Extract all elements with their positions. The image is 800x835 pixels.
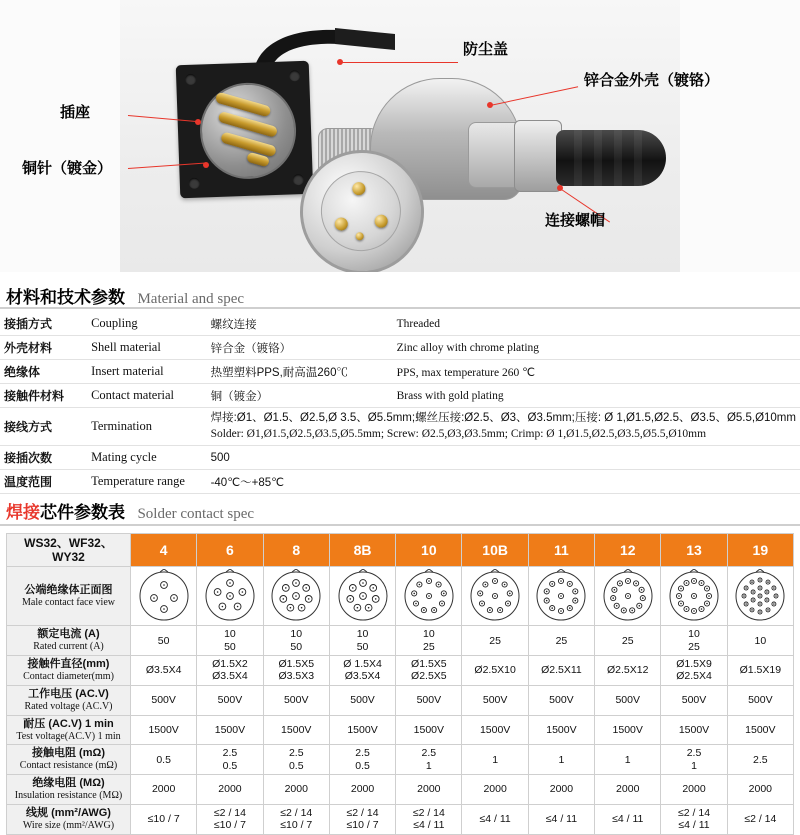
cell-value: 2000 — [528, 775, 594, 805]
cell-value: 10 25 — [661, 626, 727, 656]
table-row-rated-current — [7, 626, 794, 656]
cell-value: 2.5 0.5 — [263, 745, 329, 775]
cell-value: 1 — [595, 745, 661, 775]
cell-value: 25 — [528, 626, 594, 656]
spec-label-en: Coupling — [87, 312, 207, 336]
contact-face-icon — [402, 569, 456, 623]
table-row — [0, 446, 800, 470]
cell-value: 1 — [462, 745, 528, 775]
row-label-cn: 线规 (mm²/AWG) — [26, 806, 111, 819]
table-row-wire-size — [7, 804, 794, 834]
face-view-cell — [197, 567, 263, 626]
table-corner-label: WS32、WF32、WY32 — [7, 534, 131, 567]
cell-value: 25 — [462, 626, 528, 656]
table-row-contact-resistance — [7, 745, 794, 775]
table-row-face-view — [7, 567, 794, 626]
callout-socket: 插座 — [60, 104, 91, 121]
callout-zinc-shell: 锌合金外壳（镀铬） — [584, 72, 720, 89]
spec-value-en: PPS, max temperature 260 ℃ — [393, 360, 800, 384]
col-header-10: 10 — [396, 534, 462, 567]
cell-value: Ø 1.5X4 Ø3.5X4 — [329, 656, 395, 686]
table-row — [0, 336, 800, 360]
face-view-cell — [727, 567, 793, 626]
face-view-cell — [528, 567, 594, 626]
table-row-test-voltage — [7, 715, 794, 745]
table-row — [0, 470, 800, 494]
contact-face-icon — [468, 569, 522, 623]
row-label-rated-voltage — [7, 685, 131, 715]
cell-value: Ø2.5X10 — [462, 656, 528, 686]
contact-pin — [355, 232, 364, 241]
face-view-cell — [595, 567, 661, 626]
spec-label-cn: 接插方式 — [0, 312, 87, 336]
face-view-cell — [396, 567, 462, 626]
cell-value: 2000 — [263, 775, 329, 805]
cell-value: 1500V — [396, 715, 462, 745]
cell-value: Ø1.5X5 Ø3.5X3 — [263, 656, 329, 686]
solder-contact-table — [6, 533, 794, 835]
cell-value: 2000 — [661, 775, 727, 805]
col-header-19: 19 — [727, 534, 793, 567]
cell-value: 500V — [661, 685, 727, 715]
col-header-4: 4 — [131, 534, 197, 567]
row-label-en: Insulation resistance (MΩ) — [14, 790, 123, 802]
cell-value: 500V — [528, 685, 594, 715]
spec-section-title — [6, 283, 244, 308]
contact-face-icon — [534, 569, 588, 623]
cell-value: 0.5 — [131, 745, 197, 775]
spec-title-cn: 材料和技术参数 — [6, 288, 125, 307]
cell-value: 50 — [131, 626, 197, 656]
spec-value-termination — [207, 408, 800, 446]
spec-value-en: Brass with gold plating — [393, 384, 800, 408]
spec-value-cn: 锌合金（镀铬） — [207, 336, 393, 360]
contact-pin — [374, 214, 388, 228]
cell-value: 1500V — [329, 715, 395, 745]
cell-value: 2.5 — [727, 745, 793, 775]
cell-value: 10 25 — [396, 626, 462, 656]
callout-coupling-nut: 连接螺帽 — [545, 212, 606, 229]
row-label-cn: 接触件直径(mm) — [27, 658, 110, 671]
cell-value: Ø1.5X9 Ø2.5X4 — [661, 656, 727, 686]
cell-value: 1500V — [462, 715, 528, 745]
cell-value: ≤2 / 14 ≤10 / 7 — [263, 804, 329, 834]
spec-label-cn: 外壳材料 — [0, 336, 87, 360]
row-label-en: Rated voltage (AC.V) — [24, 700, 113, 712]
mounting-hole — [185, 74, 196, 85]
cell-value: 2000 — [727, 775, 793, 805]
col-header-8: 8 — [263, 534, 329, 567]
spec-value-cn: 铜（镀金） — [207, 384, 393, 408]
spec-label-en: Termination — [87, 408, 207, 446]
face-view-cell — [329, 567, 395, 626]
table-row — [0, 384, 800, 408]
callout-dot — [487, 102, 493, 108]
row-label-contact-resistance — [7, 745, 131, 775]
cell-value: 2.5 0.5 — [329, 745, 395, 775]
col-header-6: 6 — [197, 534, 263, 567]
row-label-en: Test voltage(AC.V) 1 min — [16, 730, 121, 742]
cell-value: 2000 — [595, 775, 661, 805]
cell-value: 500V — [396, 685, 462, 715]
row-label-rated-current — [7, 626, 131, 656]
cell-value: ≤10 / 7 — [131, 804, 197, 834]
spec-title-en: Material and spec — [137, 291, 245, 307]
cell-value: 2000 — [462, 775, 528, 805]
table-row — [0, 312, 800, 336]
row-label-en: Wire size (mm²/AWG) — [22, 819, 115, 831]
cell-value: Ø1.5X5 Ø2.5X5 — [396, 656, 462, 686]
row-label-cn: 额定电流 (A) — [37, 628, 100, 641]
spec-value-cn: 热塑塑料PPS,耐高温260℃ — [207, 360, 393, 384]
callout-dot — [557, 185, 563, 191]
table-row — [0, 360, 800, 384]
rubber-boot — [556, 130, 666, 186]
callout-dot — [203, 162, 209, 168]
cell-value: ≤4 / 11 — [462, 804, 528, 834]
spec-label-cn: 接线方式 — [0, 408, 87, 446]
table-row-contact-diameter — [7, 656, 794, 686]
callout-dot — [337, 59, 343, 65]
termination-en: Solder: Ø1,Ø1.5,Ø2.5,Ø3.5,Ø5.5mm; Screw: Ø2.5,Ø3,Ø3.5mm; Crimp: Ø 1,Ø1.5,Ø2.5,Ø3.5,Ø5.5,Ø10mm — [210, 427, 707, 440]
cell-value: 500V — [197, 685, 263, 715]
spec-label-en: Contact material — [87, 384, 207, 408]
cell-value: ≤4 / 11 — [595, 804, 661, 834]
cell-value: 10 — [727, 626, 793, 656]
mounting-hole — [189, 178, 200, 189]
spec-table — [0, 312, 800, 494]
cell-value: 500V — [595, 685, 661, 715]
cell-value: 1500V — [661, 715, 727, 745]
face-view-cell — [131, 567, 197, 626]
cell-value: Ø1.5X19 — [727, 656, 793, 686]
callout-copper-pin: 铜针（镀金） — [22, 160, 113, 177]
mounting-hole — [293, 174, 304, 185]
spec-value-en: Threaded — [393, 312, 800, 336]
cell-value: 1500V — [263, 715, 329, 745]
socket-insert — [198, 81, 297, 180]
table-header-row — [7, 534, 794, 567]
spec-value-en: Zinc alloy with chrome plating — [393, 336, 800, 360]
contact-face-icon — [336, 569, 390, 623]
cell-value: 10 50 — [329, 626, 395, 656]
cell-value: Ø2.5X12 — [595, 656, 661, 686]
row-label-test-voltage — [7, 715, 131, 745]
cell-value: 2000 — [131, 775, 197, 805]
spec-label-en: Shell material — [87, 336, 207, 360]
cell-value: 1500V — [727, 715, 793, 745]
cell-value: Ø3.5X4 — [131, 656, 197, 686]
spec-label-en: Temperature range — [87, 470, 207, 494]
face-view-cell — [661, 567, 727, 626]
spec-label-en: Insert material — [87, 360, 207, 384]
cell-value: ≤2 / 14 ≤4 / 11 — [661, 804, 727, 834]
table-row — [0, 408, 800, 446]
contact-pin — [334, 217, 348, 231]
col-header-11: 11 — [528, 534, 594, 567]
callout-dot — [195, 119, 201, 125]
solder-title-en: Solder contact spec — [137, 506, 255, 522]
cell-value: 2000 — [396, 775, 462, 805]
row-label-wire-size — [7, 804, 131, 834]
contact-face-icon — [601, 569, 655, 623]
spec-label-cn: 温度范围 — [0, 470, 87, 494]
col-header-8b: 8B — [329, 534, 395, 567]
face-view-cell — [263, 567, 329, 626]
cell-value: 500V — [329, 685, 395, 715]
contact-face-icon — [667, 569, 721, 623]
cell-value: 2000 — [197, 775, 263, 805]
contact-pin — [352, 182, 366, 196]
cell-value: Ø1.5X2 Ø3.5X4 — [197, 656, 263, 686]
contact-face-icon — [203, 569, 257, 623]
cell-value: 10 50 — [263, 626, 329, 656]
row-label-en: Contact diameter(mm) — [23, 671, 114, 683]
spec-value-cn: 500 — [207, 446, 393, 470]
cell-value: 500V — [263, 685, 329, 715]
callout-dust-cap: 防尘盖 — [463, 41, 509, 58]
cell-value: 1500V — [197, 715, 263, 745]
row-label-cn: 绝缘电阻 (MΩ) — [32, 777, 105, 790]
cell-value: ≤4 / 11 — [528, 804, 594, 834]
solder-section-title — [6, 498, 254, 523]
cell-value: 500V — [462, 685, 528, 715]
cell-value: ≤2 / 14 ≤4 / 11 — [396, 804, 462, 834]
cell-value: ≤2 / 14 — [727, 804, 793, 834]
spec-label-cn: 接触件材料 — [0, 384, 87, 408]
cell-value: 1500V — [131, 715, 197, 745]
spec-label-en: Mating cycle — [87, 446, 207, 470]
panel-socket — [176, 61, 314, 199]
col-header-12: 12 — [595, 534, 661, 567]
cable-clamp-nut — [514, 120, 562, 192]
row-label-en: Rated current (A) — [33, 641, 104, 653]
col-header-10b: 10B — [462, 534, 528, 567]
cell-value: 1500V — [528, 715, 594, 745]
row-label-en: Male contact face view — [21, 596, 115, 608]
cell-value: Ø2.5X11 — [528, 656, 594, 686]
cell-value: 25 — [595, 626, 661, 656]
row-label-face-view — [7, 567, 131, 626]
row-label-cn: 工作电压 (AC.V) — [28, 687, 109, 700]
spec-title-rule — [0, 307, 800, 309]
col-header-13: 13 — [661, 534, 727, 567]
termination-cn: 焊接:Ø1、Ø1.5、Ø2.5,Ø 3.5、Ø5.5mm;螺丝压接:Ø2.5、Ø3、Ø3.5mm;压接: Ø 1,Ø1.5,Ø2.5、Ø3.5、Ø5.5,Ø10mm — [210, 412, 796, 424]
cell-value: 1500V — [595, 715, 661, 745]
row-label-cn: 耐压 (AC.V) 1 min — [23, 717, 114, 730]
contact-face-icon — [733, 569, 787, 623]
cell-value: 2.5 0.5 — [197, 745, 263, 775]
spec-value-en — [393, 470, 800, 494]
cell-value: 10 50 — [197, 626, 263, 656]
spec-value-cn: 螺纹连接 — [207, 312, 393, 336]
callout-lead — [340, 62, 458, 63]
cell-value: ≤2 / 14 ≤10 / 7 — [197, 804, 263, 834]
spec-value-en — [393, 446, 800, 470]
plug-insert — [318, 168, 403, 253]
cell-value: 500V — [727, 685, 793, 715]
cell-value: 2.5 1 — [661, 745, 727, 775]
cell-value: 1 — [528, 745, 594, 775]
contact-face-icon — [137, 569, 191, 623]
row-label-en: Contact resistance (mΩ) — [19, 760, 118, 772]
face-view-cell — [462, 567, 528, 626]
contact-face-icon — [269, 569, 323, 623]
cell-value: 2000 — [329, 775, 395, 805]
spec-label-cn: 接插次数 — [0, 446, 87, 470]
solder-title-rule — [0, 524, 800, 526]
row-label-cn: 接触电阻 (mΩ) — [32, 747, 105, 760]
table-row-rated-voltage — [7, 685, 794, 715]
spec-value-cn: -40℃～+85℃ — [207, 470, 393, 494]
mounting-hole — [289, 70, 300, 81]
cell-value: 2.5 1 — [396, 745, 462, 775]
row-label-contact-diameter — [7, 656, 131, 686]
product-photo — [0, 0, 800, 272]
solder-title-cn-red: 焊接 — [6, 503, 40, 522]
spec-label-cn: 绝缘体 — [0, 360, 87, 384]
cell-value: 500V — [131, 685, 197, 715]
cell-value: ≤2 / 14 ≤10 / 7 — [329, 804, 395, 834]
solder-title-cn: 芯件参数表 — [40, 503, 125, 522]
row-label-cn: 公端绝缘体正面图 — [24, 583, 113, 596]
